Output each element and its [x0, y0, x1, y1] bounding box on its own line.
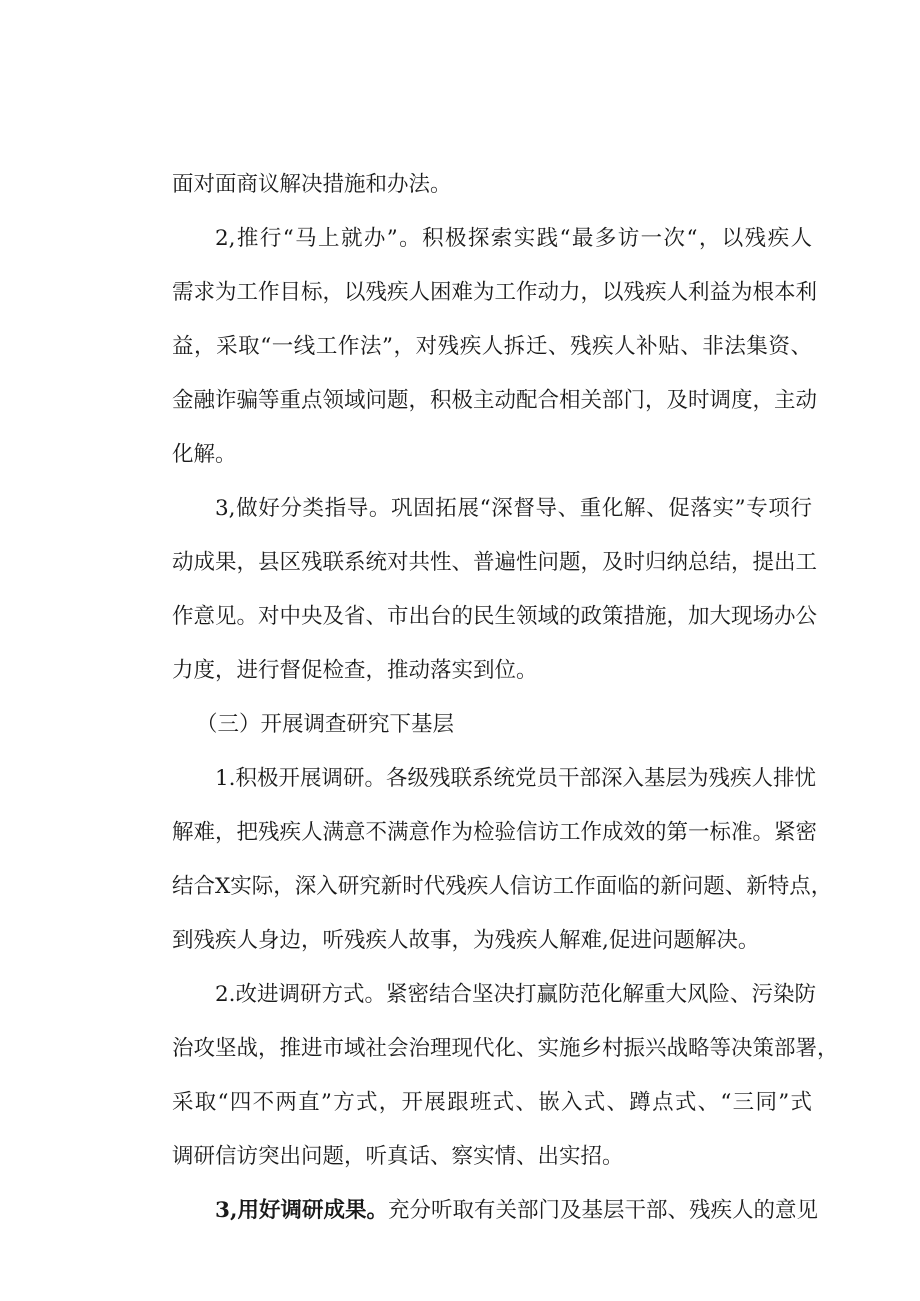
body-text — [172, 158, 839, 1184]
paragraph-line: 2,推行“马上就办”。积极探索实践“最多访一次“，以残疾人 — [215, 226, 812, 251]
bold-lead: 3,用好调研成果。 — [215, 1198, 388, 1223]
paragraph-line — [172, 1184, 818, 1238]
section-heading: （三）开展调查研究下基层 — [196, 712, 455, 737]
paragraph-line: 到残疾人身边，听残疾人故事，为残疾人解难,促进问题解决。 — [172, 928, 760, 953]
paragraph-line: 需求为工作目标，以残疾人困难为工作动力，以残疾人利益为根本利 — [172, 280, 818, 305]
paragraph-line: 1.积极开展调研。各级残联系统党员干部深入基层为残疾人排忧 — [215, 766, 817, 791]
paragraph-line: 力度，进行督促检查，推动落实到位。 — [172, 658, 538, 683]
paragraph-line: 3,做好分类指导。巩固拓展“深督导、重化解、促落实”专项行 — [215, 496, 812, 521]
paragraph-line: 结合X实际，深入研究新时代残疾人信访工作面临的新问题、新特点， — [172, 874, 833, 899]
paragraph-line: 动成果，县区残联系统对共性、普遍性问题，及时归纳总结，提出工 — [172, 550, 818, 575]
paragraph-line: 2.改进调研方式。紧密结合坚决打赢防范化解重大风险、污染防 — [215, 982, 817, 1007]
line-text: 充分听取有关部门及基层干部、残疾人的意见 — [387, 1198, 818, 1223]
paragraph-line: 益，采取“一线工作法”，对残疾人拆迁、残疾人补贴、非法集资、 — [172, 334, 812, 359]
paragraph-line: 采取“四不两直”方式，开展跟班式、嵌入式、蹲点式、“三同”式 — [172, 1090, 812, 1115]
paragraph-line: 治攻坚战，推进市域社会治理现代化、实施乡村振兴战略等决策部署， — [172, 1036, 839, 1061]
paragraph-line: 调研信访突出问题，听真话、察实情、出实招。 — [172, 1144, 624, 1169]
paragraph-line: 面对面商议解决措施和办法。 — [172, 172, 452, 197]
paragraph-line: 作意见。对中央及省、市出台的民生领域的政策措施，加大现场办公 — [172, 604, 818, 629]
document-page — [172, 158, 839, 1238]
paragraph-line: 化解。 — [172, 442, 237, 467]
paragraph-line: 金融诈骗等重点领域问题，积极主动配合相关部门，及时调度，主动 — [172, 388, 818, 413]
paragraph-line: 解难，把残疾人满意不满意作为检验信访工作成效的第一标准。紧密 — [172, 820, 818, 845]
